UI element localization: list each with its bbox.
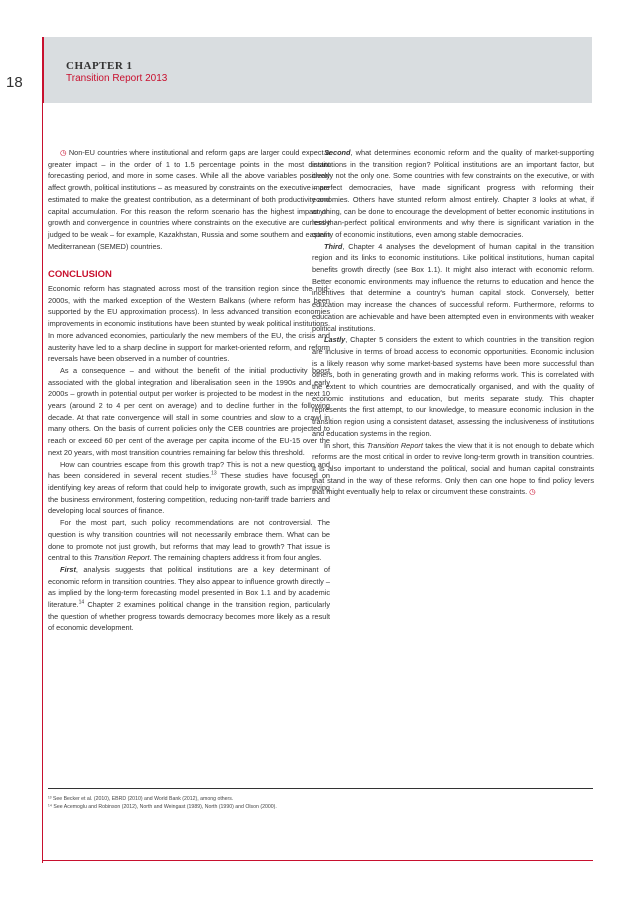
paragraph: For the most part, such policy recommendations are not controversial. The question is why transition countries will not necessarily embrace them. What can be done to promote not just growth, but reforms that may lead to growth? That issue is central to this Transition Report. The remaining chapters address it from four angles.	[48, 518, 330, 563]
chapter-label: CHAPTER 1	[66, 60, 133, 72]
bottom-rule	[42, 860, 593, 861]
conclusion-heading: CONCLUSION	[48, 269, 112, 281]
footnotes	[48, 795, 277, 811]
right-column	[312, 147, 594, 498]
paragraph: Second, what determines economic reform and the quality of market-supporting institutions in the transition region? Political institutions are an important factor, but clearly not the only one. Some countries with few constraints on the executive, or with imperfect democracies, have made significant progress with reforming their economies. Others have stunted reform almost entirely. Chapter 3 looks at what, if anything, can be done to encourage the development of better economic institutions in less-than-perfect political environments and why there is significant variation in the quality of economic institutions, even among stable democracies.	[312, 148, 594, 239]
footnote-divider	[48, 788, 593, 789]
left-column	[48, 147, 330, 634]
footnote-ref: 14	[78, 599, 85, 606]
footnote-ref: 13	[211, 470, 217, 477]
section-marker-icon: ◷	[60, 148, 67, 157]
header-accent-rule	[42, 37, 44, 103]
page-number: 18	[6, 74, 23, 91]
paragraph: As a consequence – and without the benefit of the initial productivity boost associated with the global integration and liberalisation seen in the 1990s and early 2000s – growth in potential output per worker is projected to be modest in the next 10 years (around 2 to 4 per cent on average) and to decline further in the following decade. At that rate convergence will stall in some countries and slow to a crawl in many others. On the basis of current policies only the CEB countries are projected to reach or exceed 60 per cent of the average per capita income of the EU-15 over the next 20 years, with most transition countries remaining far below this threshold.	[48, 365, 330, 457]
footnote: ¹³ See Becker et al. (2010), EBRD (2010) and World Bank (2012), among others.	[48, 796, 234, 802]
intro-paragraph: ◷ Non-EU countries where institutional and reform gaps are larger could expect a greater impact – in the order of 1 to 1.5 percentage points in the most distant forecasting period, and more in some cases. While all the above variables positively affect growth, political institutions – as measured by constraints on the executive – are estimated to make the greatest contribution, as a determinant of both productivity and capital accumulation. For this reason the reform scenario has the highest impact on growth and convergence in countries where constraints on the executive are currently judged to be weak – for example, Kazakhstan, Russia and some southern and eastern Mediterranean (SEMED) countries.	[48, 148, 330, 251]
margin-rule	[42, 103, 43, 863]
end-marker-icon: ◷	[529, 487, 536, 497]
paragraph: Lastly, Chapter 5 considers the extent to which countries in the transition region are inclusive in terms of broad access to economic opportunities. Economic inclusion is a likely reason why some market-based systems have been more successful than others, both in generating growth and in making reforms work. This is correlated with the extent to which countries are democratically organised, and with the quality of economic institutions and education, but merits separate study. This chapter represents the first attempt, to our knowledge, to measure economic inclusion in the transition region using a consistent dataset, assessing the inclusiveness of institutions and education systems in the region.	[312, 335, 594, 438]
footnote: ¹⁴ See Acemoglu and Robinson (2012), North and Weingast (1989), North (1990) and Olson (2000).	[48, 804, 277, 810]
paragraph: Third, Chapter 4 analyses the development of human capital in the transition region and its links to economic institutions. Like political institutions, human capital benefits growth directly (see Box 1.1). It might also interact with economic reform. Better economic environments may influence the returns to education and hence the incentives that determine a country's human capital stock. Conversely, better education may increase the chances of successful reform. Furthermore, reforms to education are achievable and have been attempted even in environments with weaker political institutions.	[312, 241, 594, 333]
paragraph: Economic reform has stagnated across most of the transition region since the mid-2000s, with the marked exception of the Western Balkans (where reform has been supported by the EU approximation process). In less advanced transition economies improvements in economic institutions have been stunted by weak political institutions. In more advanced economies, particularly the new members of the EU, the crisis and austerity have led to a sharp decline in support for market-oriented reform, and reform reversals have been observed in a number of countries.	[48, 284, 330, 364]
report-title: Transition Report 2013	[66, 73, 168, 84]
paragraph: In short, this Transition Report takes the view that it is not enough to debate which reforms are the most critical in order to revive long-term growth in transition countries. It is also important to understand the political, social and human capital constraints that stand in the way of these reforms. Only then can one hope to find policy levers that might eventually help to relax or circumvent these constraints. ◷	[312, 440, 594, 497]
paragraph: How can countries escape from this growth trap? This is not a new question and has been considered in several recent studies.$^{13}$ These studies have focused on identifying key areas of reform that could help to invigorate growth, such as improving the business environment, fostering competition, reducing non-tariff trade barriers and developing local sources of finance.	[48, 459, 330, 516]
paragraph: First, analysis suggests that political institutions are a key determinant of economic reform in transition countries. They also appear to influence growth directly – as implied by the long-term forecasting model presented in Box 1.1 and by academic literature.$^{14}$ Chapter 2 examines political change in the transition region, particularly the question of whether progress towards democracy becomes more likely as a result of economic development.	[48, 564, 330, 633]
